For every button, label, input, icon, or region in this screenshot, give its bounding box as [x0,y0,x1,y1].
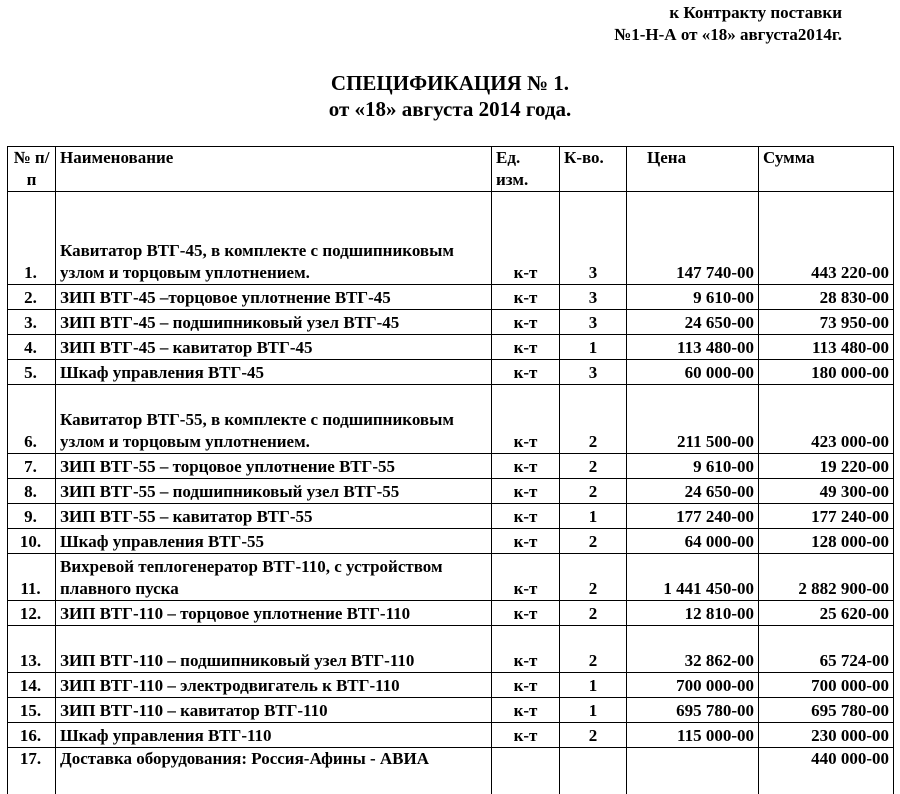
table-row [8,723,894,748]
cell-unit: к-т [492,454,560,479]
cell-unit: к-т [492,479,560,504]
specification-table [7,146,894,794]
cell-qty: 2 [560,554,627,601]
cell-qty: 2 [560,529,627,554]
cell-name: ЗИП ВТГ-110 – торцовое уплотнение ВТГ-110 [56,601,492,626]
cell-name: ЗИП ВТГ-45 –торцовое уплотнение ВТГ-45 [56,285,492,310]
cell-price: 115 000-00 [627,723,759,748]
cell-num: 13. [8,626,56,673]
cell-name: Доставка оборудования: Россия-Афины - АВИА [56,748,492,794]
cell-unit: к-т [492,673,560,698]
cell-sum: 230 000-00 [759,723,894,748]
table-row [8,601,894,626]
cell-num: 4. [8,335,56,360]
cell-qty: 3 [560,192,627,285]
cell-name: ЗИП ВТГ-110 – подшипниковый узел ВТГ-110 [56,626,492,673]
cell-sum: 128 000-00 [759,529,894,554]
contract-reference-line1: к Контракту поставки [614,2,842,24]
table-row [8,626,894,673]
table-row [8,335,894,360]
cell-qty: 2 [560,385,627,454]
cell-unit [492,748,560,794]
cell-num: 9. [8,504,56,529]
cell-qty: 3 [560,360,627,385]
cell-name: ЗИП ВТГ-55 – кавитатор ВТГ-55 [56,504,492,529]
cell-qty: 1 [560,504,627,529]
cell-unit: к-т [492,385,560,454]
cell-num: 16. [8,723,56,748]
title-line1: СПЕЦИФИКАЦИЯ № 1. [0,70,900,96]
cell-unit: к-т [492,723,560,748]
cell-sum: 440 000-00 [759,748,894,794]
cell-num: 12. [8,601,56,626]
cell-qty: 1 [560,698,627,723]
cell-price: 12 810-00 [627,601,759,626]
cell-qty: 1 [560,335,627,360]
table-row [8,360,894,385]
cell-sum: 695 780-00 [759,698,894,723]
cell-qty: 2 [560,601,627,626]
cell-qty: 3 [560,285,627,310]
cell-name: Кавитатор ВТГ-45, в комплекте с подшипниковым узлом и торцовым уплотнением. [56,192,492,285]
column-header-price: Цена [627,147,759,192]
column-header-sum: Сумма [759,147,894,192]
cell-sum: 73 950-00 [759,310,894,335]
cell-unit: к-т [492,192,560,285]
table-row [8,285,894,310]
cell-sum: 28 830-00 [759,285,894,310]
contract-reference-line2: №1-Н-А от «18» августа2014г. [614,24,842,46]
cell-name: Шкаф управления ВТГ-110 [56,723,492,748]
cell-num: 1. [8,192,56,285]
table-row [8,698,894,723]
cell-unit: к-т [492,285,560,310]
cell-unit: к-т [492,504,560,529]
cell-name: ЗИП ВТГ-45 – подшипниковый узел ВТГ-45 [56,310,492,335]
cell-price: 177 240-00 [627,504,759,529]
cell-qty [560,748,627,794]
table-row [8,529,894,554]
cell-unit: к-т [492,360,560,385]
cell-sum: 423 000-00 [759,385,894,454]
cell-unit: к-т [492,554,560,601]
cell-name: ЗИП ВТГ-110 – электродвигатель к ВТГ-110 [56,673,492,698]
cell-unit: к-т [492,529,560,554]
cell-unit: к-т [492,310,560,335]
table-row [8,504,894,529]
cell-price: 211 500-00 [627,385,759,454]
cell-price: 113 480-00 [627,335,759,360]
cell-sum: 177 240-00 [759,504,894,529]
document-title [0,70,900,122]
cell-sum: 700 000-00 [759,673,894,698]
table-row [8,554,894,601]
cell-num: 6. [8,385,56,454]
table-row [8,673,894,698]
cell-num: 14. [8,673,56,698]
table-row [8,748,894,794]
column-header-num: № п/п [8,147,56,192]
cell-name: ЗИП ВТГ-45 – кавитатор ВТГ-45 [56,335,492,360]
cell-sum: 49 300-00 [759,479,894,504]
cell-qty: 2 [560,723,627,748]
cell-qty: 1 [560,673,627,698]
cell-sum: 2 882 900-00 [759,554,894,601]
cell-unit: к-т [492,626,560,673]
cell-qty: 3 [560,310,627,335]
cell-name: Кавитатор ВТГ-55, в комплекте с подшипниковым узлом и торцовым уплотнением. [56,385,492,454]
cell-num: 15. [8,698,56,723]
cell-price: 700 000-00 [627,673,759,698]
cell-num: 3. [8,310,56,335]
cell-price: 32 862-00 [627,626,759,673]
column-header-name: Наименование [56,147,492,192]
cell-qty: 2 [560,626,627,673]
cell-price: 1 441 450-00 [627,554,759,601]
cell-num: 17. [8,748,56,794]
cell-sum: 19 220-00 [759,454,894,479]
cell-qty: 2 [560,479,627,504]
table-header-row [8,147,894,192]
cell-price: 9 610-00 [627,454,759,479]
table-row [8,385,894,454]
cell-price: 24 650-00 [627,479,759,504]
cell-sum: 443 220-00 [759,192,894,285]
cell-num: 5. [8,360,56,385]
title-date-line: от «18» августа 2014 года. [0,96,900,122]
contract-reference [614,2,842,46]
cell-name: ЗИП ВТГ-55 – подшипниковый узел ВТГ-55 [56,479,492,504]
column-header-qty: К-во. [560,147,627,192]
column-header-unit: Ед. изм. [492,147,560,192]
cell-name: ЗИП ВТГ-110 – кавитатор ВТГ-110 [56,698,492,723]
cell-unit: к-т [492,601,560,626]
cell-price: 64 000-00 [627,529,759,554]
cell-name: ЗИП ВТГ-55 – торцовое уплотнение ВТГ-55 [56,454,492,479]
table-row [8,192,894,285]
cell-sum: 65 724-00 [759,626,894,673]
table-row [8,310,894,335]
cell-num: 11. [8,554,56,601]
cell-num: 10. [8,529,56,554]
cell-price: 24 650-00 [627,310,759,335]
cell-price: 9 610-00 [627,285,759,310]
cell-num: 2. [8,285,56,310]
cell-price [627,748,759,794]
cell-num: 7. [8,454,56,479]
cell-sum: 25 620-00 [759,601,894,626]
table-row [8,479,894,504]
cell-unit: к-т [492,698,560,723]
cell-name: Вихревой теплогенератор ВТГ-110, с устройством плавного пуска [56,554,492,601]
cell-name: Шкаф управления ВТГ-45 [56,360,492,385]
cell-price: 695 780-00 [627,698,759,723]
cell-num: 8. [8,479,56,504]
cell-sum: 113 480-00 [759,335,894,360]
table-row [8,454,894,479]
cell-qty: 2 [560,454,627,479]
cell-unit: к-т [492,335,560,360]
cell-sum: 180 000-00 [759,360,894,385]
cell-name: Шкаф управления ВТГ-55 [56,529,492,554]
cell-price: 60 000-00 [627,360,759,385]
cell-price: 147 740-00 [627,192,759,285]
